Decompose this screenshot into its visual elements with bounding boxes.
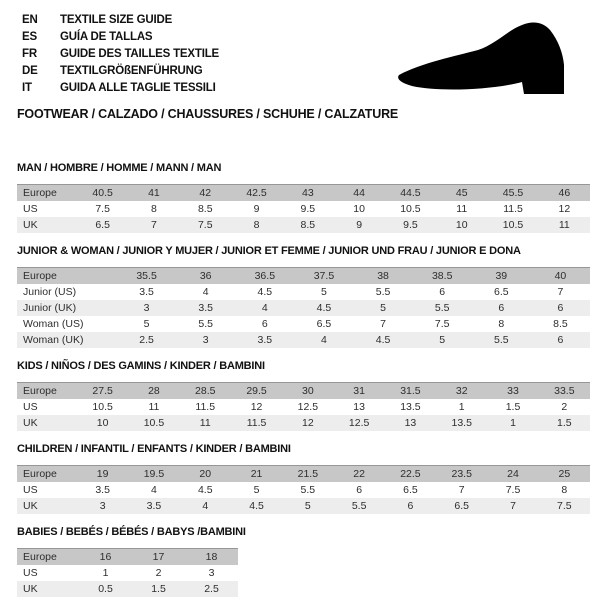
row-label: Europe: [17, 383, 77, 400]
size-cell: 3: [208, 567, 215, 579]
size-cell: 43: [282, 185, 333, 202]
table-row-man-2: [17, 217, 590, 233]
size-cell: 3.5: [95, 484, 110, 496]
size-cell: 7.5: [180, 217, 231, 233]
size-cell: 5.5: [413, 300, 472, 316]
language-title: GUÍA DE TALLAS: [60, 31, 153, 43]
table-title-junior_woman: JUNIOR & WOMAN / JUNIOR Y MUJER / JUNIOR ET FEMME / JUNIOR UND FRAU / JUNIOR E DONA: [17, 245, 521, 257]
table-title-kids: KIDS / NIÑOS / DES GAMINS / KINDER / BAMBINI: [17, 360, 265, 372]
language-code: ES: [22, 31, 37, 43]
size-cell: 5.5: [472, 332, 531, 348]
size-cell: 12.5: [333, 415, 384, 431]
size-cell: 4: [235, 300, 294, 316]
footwear-heading: FOOTWEAR / CALZADO / CHAUSSURES / SCHUHE / CALZATURE: [17, 107, 399, 121]
language-row-es: [22, 29, 219, 46]
table-row-man-0: [17, 185, 590, 202]
size-cell: 11.5: [195, 401, 216, 413]
row-label: Woman (UK): [17, 332, 117, 348]
size-cell: 33: [487, 383, 538, 400]
row-label: Europe: [17, 185, 77, 202]
size-table-section-children: [17, 443, 590, 514]
size-cell: 40: [531, 268, 590, 285]
size-cell: 1: [458, 401, 465, 413]
size-cell: 4: [294, 332, 353, 348]
size-cell: 21: [231, 466, 282, 483]
size-cell: 1.5: [539, 415, 590, 431]
size-cell: 38: [354, 268, 413, 285]
size-cell: 11: [456, 203, 468, 215]
size-cell: 4.5: [294, 300, 353, 316]
size-cell: 5.5: [300, 484, 316, 496]
size-cell: 4.5: [354, 332, 413, 348]
table-row-children-0: [17, 466, 590, 483]
size-cell: 44.5: [385, 185, 436, 202]
language-code: EN: [22, 14, 38, 26]
size-cell: 28.5: [180, 383, 231, 400]
size-table-section-babies: [17, 526, 590, 597]
size-cell: 12: [250, 401, 263, 413]
table-row-man-1: [17, 201, 590, 217]
size-cell: 29.5: [231, 383, 282, 400]
size-cell: 18: [185, 549, 238, 566]
size-cell: 28: [128, 383, 179, 400]
size-cell: 5: [354, 300, 413, 316]
size-cell: 32: [436, 383, 487, 400]
row-label: UK: [17, 217, 77, 233]
size-cell: 8: [498, 318, 505, 330]
size-table-junior_woman: [17, 267, 590, 348]
size-cell: 39: [472, 268, 531, 285]
size-cell: 5.5: [375, 286, 391, 298]
size-cell: 7.5: [505, 484, 521, 496]
size-cell: 12.5: [297, 401, 319, 413]
table-row-children-1: [17, 482, 590, 498]
size-cell: 6.5: [77, 217, 128, 233]
language-row-de: [22, 63, 219, 80]
size-table-children: [17, 465, 590, 514]
size-cell: 11: [148, 401, 160, 413]
language-row-it: [22, 80, 219, 97]
size-cell: 3: [117, 300, 176, 316]
table-title-children: CHILDREN / INFANTIL / ENFANTS / KINDER / BAMBINI: [17, 443, 291, 455]
size-cell: 33.5: [539, 383, 590, 400]
size-cell: 8.5: [197, 203, 213, 215]
size-cell: 40.5: [77, 185, 128, 202]
table-row-junior_woman-4: [17, 332, 590, 348]
language-code: IT: [22, 82, 32, 94]
size-cell: 35.5: [117, 268, 176, 285]
size-cell: 23.5: [436, 466, 487, 483]
size-cell: 7.5: [539, 498, 590, 514]
row-label: US: [23, 401, 38, 413]
size-cell: 8: [561, 484, 568, 496]
size-cell: 6: [531, 332, 590, 348]
row-label: US: [23, 484, 38, 496]
row-label: Europe: [17, 549, 79, 566]
size-cell: 10.5: [400, 203, 421, 215]
size-cell: 9: [253, 203, 260, 215]
size-cell: 6.5: [436, 498, 487, 514]
size-cell: 46: [539, 185, 590, 202]
table-row-junior_woman-2: [17, 300, 590, 316]
row-label: Woman (US): [23, 318, 84, 330]
size-cell: 12: [282, 415, 333, 431]
size-cell: 1.5: [505, 401, 521, 413]
size-cell: 4: [180, 498, 231, 514]
table-title-babies: BABIES / BEBÉS / BÉBÉS / BABYS /BAMBINI: [17, 526, 246, 538]
size-cell: 4: [202, 286, 209, 298]
size-cell: 13.5: [400, 401, 421, 413]
size-cell: 8.5: [553, 318, 568, 330]
size-cell: 13: [353, 401, 365, 413]
size-cell: 3.5: [176, 300, 235, 316]
size-cell: 9: [333, 217, 384, 233]
language-row-en: [22, 12, 219, 29]
row-label: Europe: [17, 466, 77, 483]
size-cell: 6: [261, 318, 268, 330]
language-title: GUIDA ALLE TAGLIE TESSILI: [60, 82, 216, 94]
size-cell: 20: [180, 466, 231, 483]
size-cell: 1: [487, 415, 538, 431]
size-cell: 21.5: [282, 466, 333, 483]
row-label: US: [23, 203, 38, 215]
size-cell: 22: [333, 466, 384, 483]
size-cell: 12: [558, 203, 571, 215]
size-cell: 7: [128, 217, 179, 233]
size-cell: 4.5: [231, 498, 282, 514]
size-cell: 9.5: [300, 203, 316, 215]
size-cell: 11: [539, 217, 590, 233]
size-cell: 10: [436, 217, 487, 233]
table-title-man: MAN / HOMBRE / HOMME / MANN / MAN: [17, 162, 222, 174]
table-row-junior_woman-0: [17, 268, 590, 285]
size-cell: 7: [487, 498, 538, 514]
size-cell: 10: [77, 415, 128, 431]
size-cell: 8.5: [282, 217, 333, 233]
size-tables: [17, 162, 590, 609]
size-cell: 1: [102, 567, 109, 579]
language-title: GUIDE DES TAILLES TEXTILE: [60, 48, 219, 60]
size-cell: 6: [385, 498, 436, 514]
size-cell: 5.5: [333, 498, 384, 514]
size-cell: 44: [333, 185, 384, 202]
size-cell: 5.5: [198, 318, 213, 330]
size-cell: 1.5: [132, 581, 185, 597]
size-cell: 5: [413, 332, 472, 348]
size-cell: 22.5: [385, 466, 436, 483]
table-row-children-2: [17, 498, 590, 514]
size-cell: 2: [155, 567, 162, 579]
size-cell: 13.5: [436, 415, 487, 431]
size-cell: 11: [180, 415, 231, 431]
table-row-junior_woman-3: [17, 316, 590, 332]
size-table-section-junior_woman: [17, 245, 590, 348]
size-cell: 2.5: [185, 581, 238, 597]
size-cell: 5: [253, 484, 260, 496]
table-row-kids-1: [17, 399, 590, 415]
size-cell: 10: [353, 203, 365, 215]
size-cell: 2: [561, 401, 568, 413]
size-cell: 42.5: [231, 185, 282, 202]
size-cell: 38.5: [413, 268, 472, 285]
size-table-section-kids: [17, 360, 590, 431]
size-cell: 19.5: [128, 466, 179, 483]
size-cell: 10.5: [487, 217, 538, 233]
size-cell: 6: [439, 286, 446, 298]
row-label: Junior (US): [23, 286, 77, 298]
size-cell: 17: [132, 549, 185, 566]
table-row-babies-0: [17, 549, 238, 566]
size-cell: 3.5: [139, 286, 154, 298]
size-cell: 7.5: [95, 203, 110, 215]
size-cell: 7: [458, 484, 465, 496]
size-cell: 6: [356, 484, 363, 496]
table-row-kids-0: [17, 383, 590, 400]
size-table-section-man: [17, 162, 590, 233]
table-row-babies-2: [17, 581, 238, 597]
size-cell: 11.5: [503, 203, 523, 215]
table-row-junior_woman-1: [17, 284, 590, 300]
row-label: Junior (UK): [17, 300, 117, 316]
language-row-fr: [22, 46, 219, 63]
table-row-babies-1: [17, 565, 238, 581]
size-cell: 3: [77, 498, 128, 514]
size-cell: 10.5: [128, 415, 179, 431]
size-cell: 4.5: [257, 286, 273, 298]
language-code: DE: [22, 65, 38, 77]
size-cell: 7: [380, 318, 386, 330]
size-cell: 4.5: [197, 484, 213, 496]
size-table-babies: [17, 548, 238, 597]
size-cell: 5: [143, 318, 150, 330]
language-title: TEXTILGRÖßENFÜHRUNG: [60, 65, 203, 77]
size-table-man: [17, 184, 590, 233]
size-cell: 2.5: [117, 332, 176, 348]
size-cell: 19: [77, 466, 128, 483]
size-cell: 37.5: [294, 268, 353, 285]
size-cell: 41: [128, 185, 179, 202]
size-cell: 5: [321, 286, 327, 298]
size-cell: 45: [436, 185, 487, 202]
size-cell: 11.5: [231, 415, 282, 431]
size-cell: 13: [385, 415, 436, 431]
size-cell: 9.5: [385, 217, 436, 233]
size-cell: 16: [79, 549, 132, 566]
row-label: UK: [17, 498, 77, 514]
size-table-kids: [17, 382, 590, 431]
size-cell: 36.5: [235, 268, 294, 285]
size-cell: 31: [333, 383, 384, 400]
size-cell: 8: [231, 217, 282, 233]
language-code: FR: [22, 48, 37, 60]
size-cell: 3: [176, 332, 235, 348]
size-cell: 31.5: [385, 383, 436, 400]
size-cell: 6.5: [316, 318, 332, 330]
size-cell: 45.5: [487, 185, 538, 202]
size-cell: 6: [472, 300, 531, 316]
size-cell: 6: [531, 300, 590, 316]
size-cell: 7.5: [434, 318, 450, 330]
size-cell: 10.5: [92, 401, 113, 413]
size-cell: 3.5: [235, 332, 294, 348]
size-cell: 30: [282, 383, 333, 400]
size-cell: 24: [487, 466, 538, 483]
size-cell: 36: [176, 268, 235, 285]
size-cell: 3.5: [128, 498, 179, 514]
row-label: Europe: [17, 268, 117, 285]
size-cell: 0.5: [79, 581, 132, 597]
size-cell: 8: [151, 203, 157, 215]
size-cell: 7: [557, 286, 564, 298]
size-cell: 4: [151, 484, 157, 496]
size-cell: 25: [539, 466, 590, 483]
size-cell: 27.5: [77, 383, 128, 400]
language-title: TEXTILE SIZE GUIDE: [60, 14, 173, 26]
size-cell: 5: [282, 498, 333, 514]
size-cell: 6.5: [494, 286, 509, 298]
size-cell: 42: [180, 185, 231, 202]
row-label: UK: [17, 415, 77, 431]
row-label: US: [23, 567, 38, 579]
row-label: UK: [17, 581, 79, 597]
table-row-kids-2: [17, 415, 590, 431]
language-list: [22, 12, 219, 97]
dress-shoe-icon: [396, 20, 576, 104]
size-cell: 6.5: [403, 484, 418, 496]
